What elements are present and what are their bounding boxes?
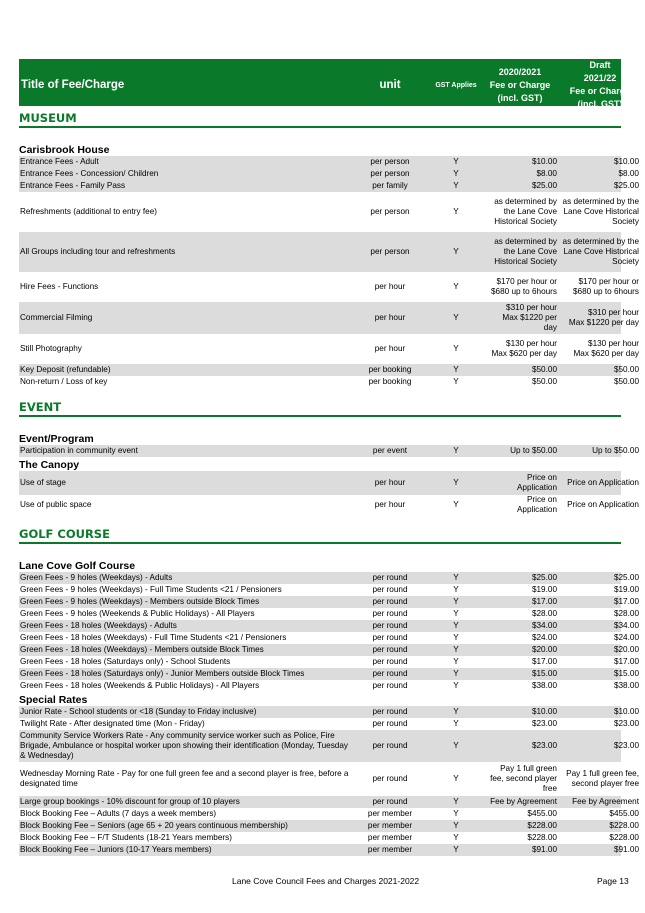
table-row [19, 808, 639, 820]
fee-unit: per round [372, 669, 408, 678]
gst-applies: Y [453, 247, 459, 256]
fee-unit: per person [370, 207, 410, 216]
gst-applies: Y [453, 181, 459, 190]
fee-unit: per person [370, 169, 410, 178]
fee-title: Green Fees - 9 holes (Weekdays) - Members outside Block Times [20, 597, 260, 606]
fee-2020-2021: $455.00 [527, 809, 557, 818]
fee-title: Green Fees - 9 holes (Weekdays) - Full Time Students <21 / Pensioners [20, 585, 282, 594]
subsection-special-rates: Special Rates [19, 694, 88, 706]
fee-2021-2022: $25.00 [613, 573, 639, 582]
fee-title: Green Fees - 18 holes (Saturdays only) - School Students [20, 657, 231, 666]
gst-applies: Y [453, 478, 459, 487]
table-row [19, 632, 639, 644]
fee-title: Use of public space [20, 500, 92, 509]
header-2021-draft-fee: Draft 2021/22 Fee or Charge (incl. GST) [569, 60, 631, 109]
table-row [19, 334, 639, 364]
table-row [19, 192, 639, 232]
table-row [19, 272, 639, 302]
fee-unit: per round [372, 657, 408, 666]
fee-2021-2022: $8.00 [618, 169, 639, 178]
gst-applies: Y [453, 797, 459, 806]
fee-2020-2021: $228.00 [527, 833, 557, 842]
fee-unit: per round [372, 609, 408, 618]
fee-title: Block Booking Fee – Juniors (10-17 Years members) [20, 845, 212, 854]
fee-2020-2021: $17.00 [531, 597, 557, 606]
fee-title: Twilight Rate - After designated time (Mon - Friday) [20, 719, 205, 728]
gst-applies: Y [453, 681, 459, 690]
fee-2020-2021: Pay 1 full green fee, second player free [490, 764, 557, 793]
footer-text: Lane Cove Council Fees and Charges 2021-2022 [232, 876, 420, 886]
section-museum: MUSEUM [19, 107, 621, 128]
fee-title: Large group bookings - 10% discount for group of 10 players [20, 797, 240, 806]
fee-unit: per member [367, 845, 413, 854]
fee-2021-2022: $10.00 [613, 157, 639, 166]
gst-applies: Y [453, 585, 459, 594]
header-unit: unit [379, 79, 401, 91]
table-row [19, 232, 639, 272]
fee-title: Use of stage [20, 478, 66, 487]
fee-unit: per hour [374, 500, 406, 509]
gst-applies: Y [453, 446, 459, 455]
table-row [19, 762, 639, 796]
fee-2021-2022: $455.00 [609, 809, 639, 818]
fee-2020-2021: Price on Application [516, 473, 557, 492]
fee-unit: per booking [368, 377, 412, 386]
fee-2021-2022: $310 per hour Max $1220 per day [568, 308, 639, 327]
fee-2021-2022: $50.00 [613, 377, 639, 386]
fee-title: Community Service Workers Rate - Any community service worker such as Police, Fire Brigade, Ambulance or hospital worker upon showing their identification (Monday, Tuesday & Wednesday) [20, 731, 348, 760]
fee-2021-2022: $10.00 [613, 707, 639, 716]
fee-2021-2022: $50.00 [613, 365, 639, 374]
table-row [19, 832, 639, 844]
fee-2020-2021: $310 per hour Max $1220 per day [502, 303, 557, 332]
fee-title: Junior Rate - School students or <18 (Sunday to Friday inclusive) [20, 707, 257, 716]
fee-2020-2021: $15.00 [531, 669, 557, 678]
fee-unit: per round [372, 621, 408, 630]
fee-title: Wednesday Morning Rate - Pay for one full green fee and a second player is free, before a designated time [20, 769, 349, 788]
gst-applies: Y [453, 621, 459, 630]
subsection-the-canopy: The Canopy [19, 459, 80, 471]
fee-title: Entrance Fees - Family Pass [20, 181, 126, 190]
fee-unit: per hour [374, 282, 406, 291]
table-row [19, 820, 639, 832]
fee-unit: per round [372, 645, 408, 654]
fee-2020-2021: $50.00 [531, 377, 557, 386]
fee-2020-2021: $23.00 [531, 719, 557, 728]
fee-unit: per hour [374, 313, 406, 322]
fee-2020-2021: Up to $50.00 [510, 446, 557, 455]
fee-unit: per round [372, 573, 408, 582]
fee-2021-2022: $19.00 [613, 585, 639, 594]
table-row [19, 620, 639, 632]
fee-2021-2022: Fee by Agreement [572, 797, 639, 806]
gst-applies: Y [453, 669, 459, 678]
fee-title: Commercial Filming [20, 313, 93, 322]
fee-2020-2021: $228.00 [527, 821, 557, 830]
table-row [19, 584, 639, 596]
fee-2021-2022: $38.00 [613, 681, 639, 690]
table-row [19, 656, 639, 668]
fee-title: Block Booking Fee – Adults (7 days a week members) [20, 809, 217, 818]
fee-2020-2021: $20.00 [531, 645, 557, 654]
fee-title: Refreshments (additional to entry fee) [20, 207, 157, 216]
gst-applies: Y [453, 707, 459, 716]
table-row [19, 376, 639, 388]
fee-unit: per person [370, 247, 410, 256]
table-row [19, 180, 639, 192]
gst-applies: Y [453, 833, 459, 842]
fee-unit: per event [372, 446, 408, 455]
fee-2021-2022: $91.00 [613, 845, 639, 854]
fee-2021-2022: as determined by the Lane Cove Historical Society [562, 237, 639, 266]
fee-2021-2022: $17.00 [613, 597, 639, 606]
header-2020-fee: 2020/2021 Fee or Charge (incl. GST) [489, 66, 551, 103]
fee-title: Green Fees - 18 holes (Weekends & Public Holidays) - All Players [20, 681, 260, 690]
fee-title: Green Fees - 18 holes (Weekdays) - Adults [20, 621, 177, 630]
gst-applies: Y [453, 821, 459, 830]
fee-2020-2021: $25.00 [531, 181, 557, 190]
fee-title: Green Fees - 9 holes (Weekdays) - Adults [20, 573, 173, 582]
gst-applies: Y [453, 609, 459, 618]
fee-title: Key Deposit (refundable) [20, 365, 111, 374]
fee-title: Block Booking Fee – F/T Students (18-21 Years members) [20, 833, 232, 842]
fee-unit: per hour [374, 344, 406, 353]
table-header [19, 59, 631, 109]
table-row [19, 668, 639, 680]
fee-2020-2021: $28.00 [531, 609, 557, 618]
gst-applies: Y [453, 365, 459, 374]
fee-unit: per round [372, 797, 408, 806]
gst-applies: Y [453, 169, 459, 178]
fee-unit: per member [367, 833, 413, 842]
table-row [19, 844, 639, 856]
fee-title: Green Fees - 18 holes (Weekdays) - Members outside Block Times [20, 645, 264, 654]
table-row [19, 718, 639, 730]
fee-2021-2022: $20.00 [613, 645, 639, 654]
fee-2021-2022: $228.00 [609, 821, 639, 830]
fee-2020-2021: $34.00 [531, 621, 557, 630]
fee-title: Entrance Fees - Concession/ Children [20, 169, 159, 178]
table-row [19, 156, 639, 168]
gst-applies: Y [453, 774, 459, 783]
fee-2020-2021: $10.00 [531, 707, 557, 716]
fee-title: Still Photography [20, 344, 82, 353]
fee-2020-2021: $17.00 [531, 657, 557, 666]
fee-2021-2022: $28.00 [613, 609, 639, 618]
fee-2021-2022: Price on Application [567, 500, 639, 509]
table-row [19, 364, 639, 376]
fee-2021-2022: $23.00 [613, 741, 639, 750]
fee-2020-2021: $10.00 [531, 157, 557, 166]
fee-unit: per hour [374, 478, 406, 487]
gst-applies: Y [453, 845, 459, 854]
table-row [19, 730, 639, 762]
gst-applies: Y [453, 377, 459, 386]
fee-table [19, 107, 639, 856]
gst-applies: Y [453, 657, 459, 666]
fee-2020-2021: $38.00 [531, 681, 557, 690]
fee-2021-2022: $130 per hour Max $620 per day [573, 339, 639, 358]
page-number: Page 13 [597, 876, 629, 886]
gst-applies: Y [453, 633, 459, 642]
fee-unit: per member [367, 809, 413, 818]
table-row [19, 796, 639, 808]
gst-applies: Y [453, 313, 459, 322]
fee-2021-2022: Up to $50.00 [592, 446, 639, 455]
fee-unit: per family [372, 181, 408, 190]
fee-title: Green Fees - 18 holes (Weekdays) - Full Time Students <21 / Pensioners [20, 633, 287, 642]
fee-2021-2022: Pay 1 full green fee, second player free [566, 769, 639, 788]
table-row [19, 572, 639, 584]
fee-title: Green Fees - 9 holes (Weekends & Public Holidays) - All Players [20, 609, 255, 618]
fee-2020-2021: $24.00 [531, 633, 557, 642]
fee-2021-2022: $23.00 [613, 719, 639, 728]
table-row [19, 608, 639, 620]
gst-applies: Y [453, 282, 459, 291]
fee-title: Green Fees - 18 holes (Saturdays only) - Junior Members outside Block Times [20, 669, 305, 678]
fee-title: Block Booking Fee – Seniors (age 65 + 20 years continuous membership) [20, 821, 288, 830]
table-row [19, 168, 639, 180]
fee-2020-2021: $91.00 [531, 845, 557, 854]
table-row [19, 302, 639, 334]
fee-2021-2022: $25.00 [613, 181, 639, 190]
fee-2020-2021: $19.00 [531, 585, 557, 594]
table-row [19, 644, 639, 656]
fee-2020-2021: $130 per hour Max $620 per day [491, 339, 557, 358]
fee-unit: per round [372, 681, 408, 690]
fee-2020-2021: Fee by Agreement [490, 797, 557, 806]
fee-2020-2021: $8.00 [536, 169, 557, 178]
gst-applies: Y [453, 645, 459, 654]
subsection-lane-cove-golf-course: Lane Cove Golf Course [19, 560, 136, 572]
fee-unit: per round [372, 707, 408, 716]
table-row [19, 706, 639, 718]
gst-applies: Y [453, 719, 459, 728]
subsection-event-program: Event/Program [19, 433, 94, 445]
gst-applies: Y [453, 500, 459, 509]
fee-2020-2021: as determined by the Lane Cove Historical Society [494, 237, 557, 266]
section-golf-course: GOLF COURSE [19, 523, 621, 544]
fee-unit: per round [372, 741, 408, 750]
fee-2021-2022: $228.00 [609, 833, 639, 842]
fee-2020-2021: $170 per hour or $680 up to 6hours [490, 277, 557, 296]
fee-unit: per round [372, 585, 408, 594]
section-event: EVENT [19, 396, 621, 417]
fee-unit: per member [367, 821, 413, 830]
gst-applies: Y [453, 344, 459, 353]
fee-2021-2022: $17.00 [613, 657, 639, 666]
fee-title: Hire Fees - Functions [20, 282, 99, 291]
gst-applies: Y [453, 809, 459, 818]
subsection-carisbrook-house: Carisbrook House [19, 144, 110, 156]
gst-applies: Y [453, 741, 459, 750]
fee-unit: per round [372, 633, 408, 642]
table-row [19, 471, 639, 495]
fee-2020-2021: Price on Application [516, 495, 557, 514]
header-gst: GST Applies [435, 81, 477, 89]
fee-title: Participation in community event [20, 446, 138, 455]
fee-unit: per round [372, 597, 408, 606]
gst-applies: Y [453, 573, 459, 582]
fee-unit: per booking [368, 365, 412, 374]
gst-applies: Y [453, 207, 459, 216]
fee-title: Entrance Fees - Adult [20, 157, 99, 166]
gst-applies: Y [453, 597, 459, 606]
header-title: Title of Fee/Charge [21, 79, 125, 91]
fee-2021-2022: Price on Application [567, 478, 639, 487]
fee-2021-2022: $34.00 [613, 621, 639, 630]
fee-2021-2022: as determined by the Lane Cove Historical Society [562, 197, 639, 226]
fee-2021-2022: $24.00 [613, 633, 639, 642]
table-row [19, 445, 639, 457]
fee-title: All Groups including tour and refreshments [20, 247, 176, 256]
fee-2021-2022: $15.00 [613, 669, 639, 678]
fee-2020-2021: $50.00 [531, 365, 557, 374]
fee-unit: per round [372, 774, 408, 783]
fee-title: Non-return / Loss of key [20, 377, 108, 386]
fee-2020-2021: $25.00 [531, 573, 557, 582]
table-row [19, 495, 639, 515]
fee-unit: per round [372, 719, 408, 728]
fee-2020-2021: as determined by the Lane Cove Historical Society [494, 197, 557, 226]
table-row [19, 596, 639, 608]
gst-applies: Y [453, 157, 459, 166]
fee-unit: per person [370, 157, 410, 166]
fee-2021-2022: $170 per hour or $680 up to 6hours [572, 277, 639, 296]
fee-2020-2021: $23.00 [531, 741, 557, 750]
table-row [19, 680, 639, 692]
